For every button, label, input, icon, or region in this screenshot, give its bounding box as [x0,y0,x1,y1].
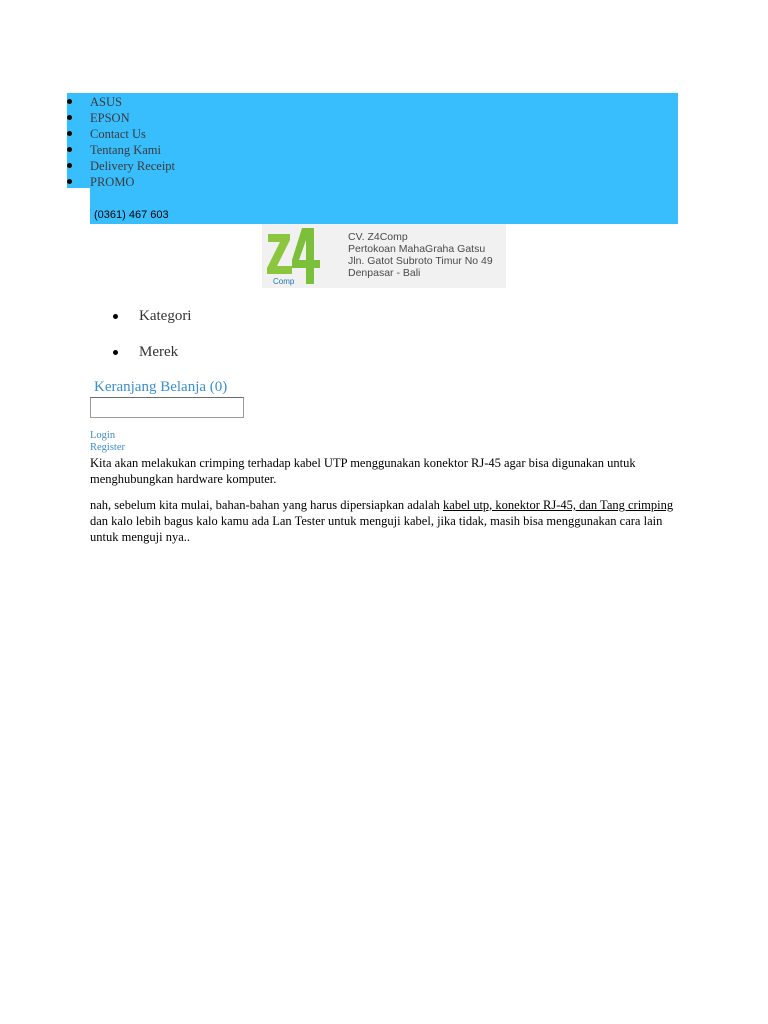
menu-item-kategori[interactable] [112,306,191,342]
materials-link[interactable]: kabel utp, konektor RJ-45, dan Tang crimping [443,498,674,512]
svg-text:Comp: Comp [273,277,295,286]
address-line: Jln. Gatot Subroto Timur No 49 [348,255,493,267]
address-line: Denpasar - Bali [348,267,421,279]
category-menu [112,306,191,378]
nav-link-asus[interactable]: ASUS [90,95,122,109]
nav-item-epson[interactable] [67,110,175,126]
menu-item-label[interactable]: Merek [139,344,179,360]
nav-link-epson[interactable]: EPSON [90,111,130,125]
address-line: CV. Z4Comp [348,231,408,243]
paragraph-text: nah, sebelum kita mulai, bahan-bahan yang harus dipersiapkan adalah [90,498,444,512]
nav-item-asus[interactable] [67,94,175,110]
nav-item-contact-us[interactable] [67,126,175,142]
bullet-icon [67,147,72,152]
nav-item-delivery-receipt[interactable] [67,158,175,174]
nav-link-tentang-kami[interactable]: Tentang Kami [90,143,161,157]
bullet-icon [113,314,118,319]
search-input[interactable] [90,397,244,418]
bullet-icon [67,179,72,184]
bullet-icon [67,163,72,168]
company-address [348,231,493,279]
menu-item-merek[interactable] [112,342,191,378]
top-nav-bar [67,93,678,224]
register-link[interactable]: Register [90,442,125,453]
bullet-icon [67,131,72,136]
article-body [90,455,680,545]
company-logo-banner[interactable] [262,224,506,288]
nav-link-contact-us[interactable]: Contact Us [90,127,146,141]
login-link[interactable]: Login [90,430,116,441]
article-paragraph [90,497,680,545]
paragraph-text: dan kalo lebih bagus kalo kamu ada Lan Tester untuk menguji kabel, jika tidak, masih bisa menggunakan cara lain untuk menguji nya.. [90,514,663,544]
nav-item-tentang-kami[interactable] [67,142,175,158]
auth-links [90,430,125,454]
nav-link-delivery-receipt[interactable]: Delivery Receipt [90,159,176,173]
phone-number: (0361) 467 603 [94,209,169,221]
nav-link-promo[interactable]: PROMO [90,175,135,189]
z4-logo-icon [266,226,322,286]
top-nav-list [67,94,175,190]
bullet-icon [67,99,72,104]
bullet-icon [113,350,118,355]
nav-corner-cutout [67,188,90,224]
bullet-icon [67,115,72,120]
address-line: Pertokoan MahaGraha Gatsu [348,243,486,255]
menu-item-label[interactable]: Kategori [139,308,192,324]
article-paragraph: Kita akan melakukan crimping terhadap kabel UTP menggunakan konektor RJ-45 agar bisa digunakan untuk menghubungkan hardware komputer. [90,456,636,486]
shopping-cart-link[interactable]: Keranjang Belanja (0) [94,379,228,395]
